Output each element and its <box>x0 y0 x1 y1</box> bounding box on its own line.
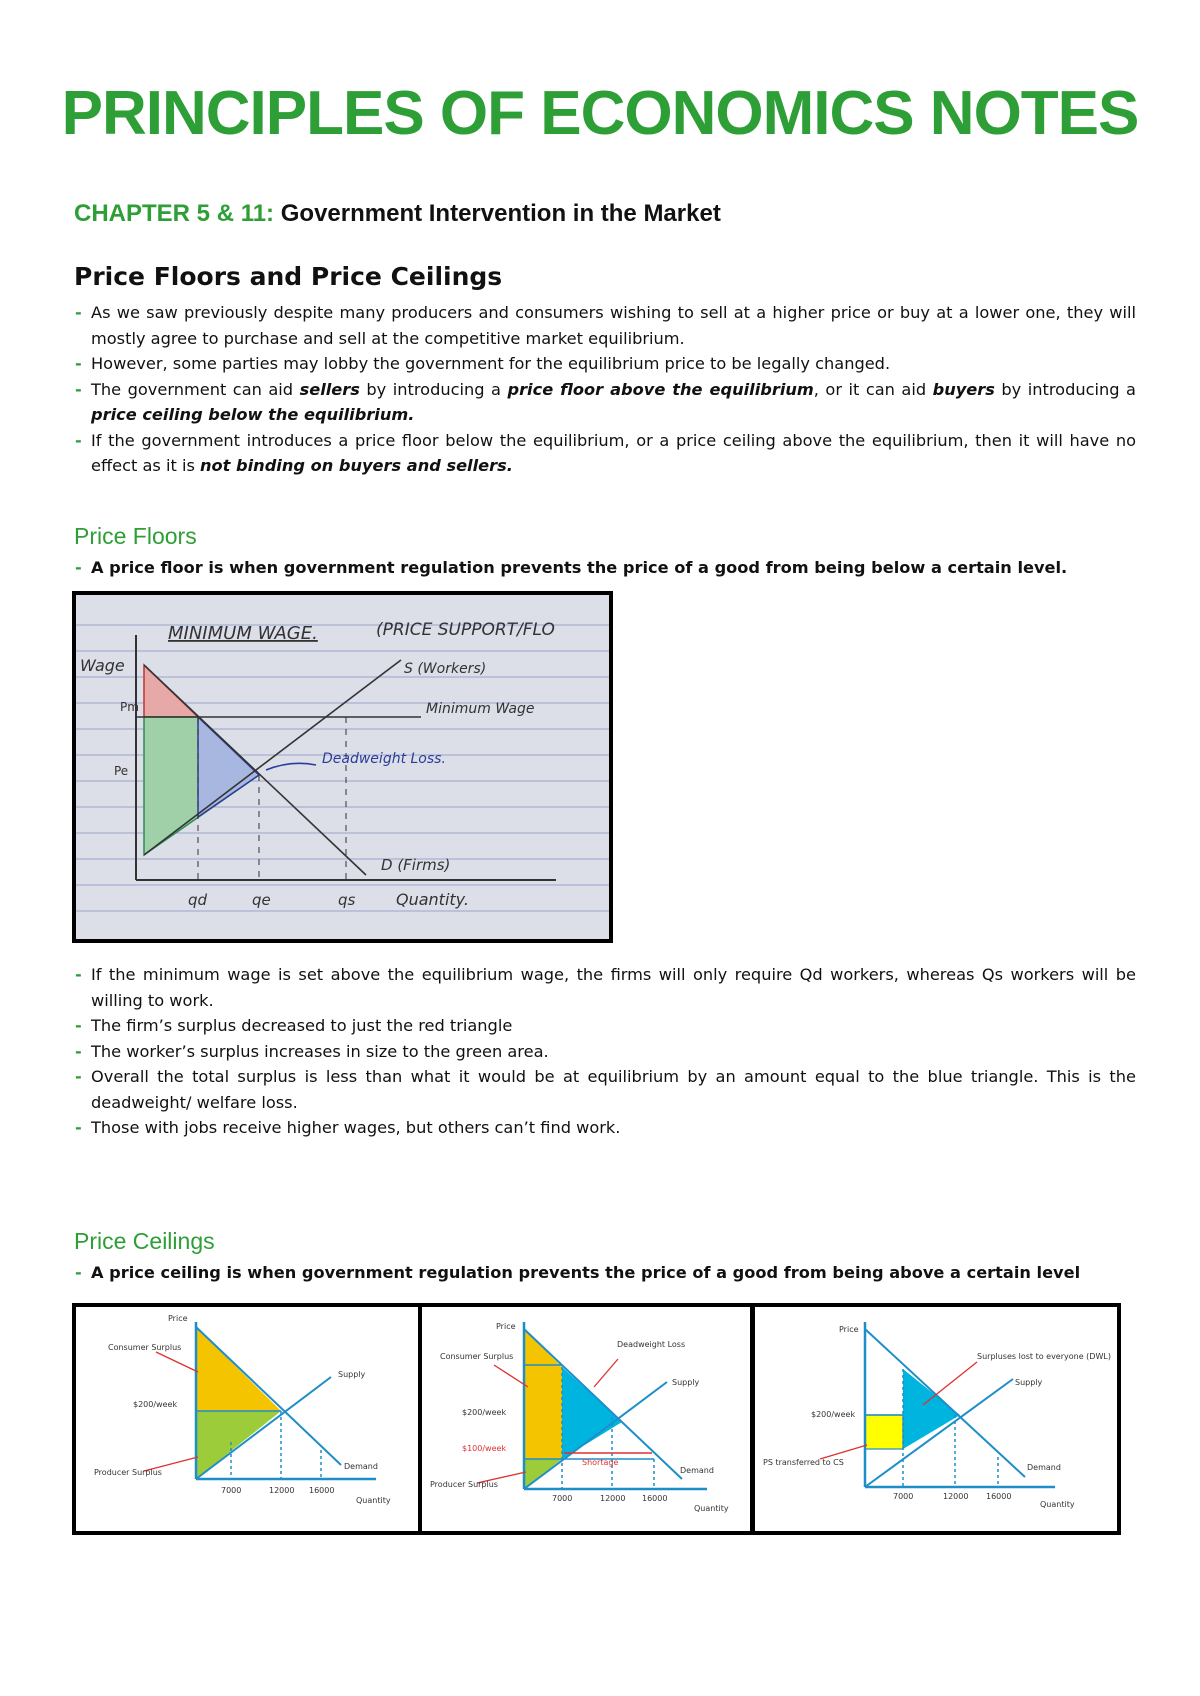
price-level-label: $200/week <box>462 1408 507 1417</box>
pe-label: Pe <box>114 764 129 778</box>
sketch-svg <box>76 595 609 939</box>
supply-label: Supply <box>672 1378 700 1387</box>
sketch-subtitle: (PRICE SUPPORT/FLO <box>376 620 555 640</box>
emphasis-not-binding: not binding on buyers and sellers <box>200 456 507 475</box>
bullet-text: . <box>408 405 415 424</box>
q1-label: 7000 <box>221 1486 242 1495</box>
bullet-text: The government can aid <box>91 379 300 399</box>
transfer-pointer <box>820 1445 867 1459</box>
price-level-label: $200/week <box>133 1400 178 1409</box>
bullet-text: If the minimum wage is set above the equilibrium wage, the firms will only require Qd workers, whereas Qs workers will be willing to work. <box>91 965 1136 1010</box>
emphasis-sellers: sellers <box>299 379 360 399</box>
qe-label: qe <box>252 891 271 909</box>
ceiling-chart-shortage <box>418 1303 754 1535</box>
consumer-surplus-label: Consumer Surplus <box>440 1352 514 1361</box>
sketch-title: MINIMUM WAGE. <box>168 623 318 644</box>
consumer-surplus-label: Consumer Surplus <box>108 1343 182 1352</box>
q3-label: 16000 <box>309 1486 335 1495</box>
q1-label: 7000 <box>893 1492 914 1501</box>
bullet-text: , or it can aid <box>813 379 933 399</box>
list-item <box>74 1013 1136 1039</box>
q2-label: 12000 <box>943 1492 969 1501</box>
q2-label: 12000 <box>269 1486 295 1495</box>
q3-label: 16000 <box>986 1492 1012 1501</box>
list-item <box>74 351 1136 377</box>
cs-pointer <box>156 1352 198 1372</box>
chapter-heading <box>74 200 721 228</box>
chapter-number: CHAPTER 5 & 11: <box>74 200 275 227</box>
emphasis-price-ceiling: price ceiling below the equilibrium <box>91 405 409 424</box>
list-item <box>74 1064 1136 1115</box>
consumer-surplus-area <box>524 1329 562 1459</box>
deadweight-label: Deadweight Loss <box>617 1340 686 1349</box>
chart-svg <box>76 1307 418 1531</box>
page-title: PRINCIPLES OF ECONOMICS NOTES <box>61 79 1139 148</box>
producer-surplus-label: Producer Surplus <box>94 1468 162 1477</box>
producer-surplus-label: Producer Surplus <box>430 1480 498 1489</box>
bullet-text: by introducing a <box>994 379 1136 399</box>
price-level-label: $200/week <box>811 1410 856 1419</box>
pm-label: Pm <box>120 700 139 714</box>
minimum-wage-label: Minimum Wage <box>426 701 535 717</box>
q1-label: 7000 <box>552 1494 573 1503</box>
demand-label: Demand <box>1027 1463 1061 1472</box>
ceiling-price-label: $100/week <box>462 1444 507 1453</box>
list-item <box>74 300 1136 351</box>
wage-label: Wage <box>80 656 125 675</box>
deadweight-loss-label: Deadweight Loss. <box>322 751 446 767</box>
shortage-label: Shortage <box>582 1458 619 1467</box>
dwl-pointer <box>594 1359 618 1387</box>
q2-label: 12000 <box>600 1494 626 1503</box>
transfer-area <box>865 1415 903 1449</box>
bullet-text: . <box>506 456 513 475</box>
bullet-text: As we saw previously despite many producers and consumers wishing to sell at a higher price or buy at a lower one, they will mostly agree to purchase and sell at the competitive market equilibrium. <box>91 303 1136 348</box>
bullet-text: The worker’s surplus increases in size to the green area. <box>91 1041 549 1061</box>
demand-label: Demand <box>680 1466 714 1475</box>
demand-label: D (Firms) <box>381 856 451 874</box>
quantity-label: Quantity <box>1040 1500 1075 1509</box>
intro-bullets <box>74 300 1136 479</box>
list-item <box>74 1260 1136 1286</box>
supply-label: Supply <box>1015 1378 1043 1387</box>
price-ceilings-heading: Price Ceilings <box>74 1228 215 1254</box>
quantity-label: Quantity <box>356 1496 391 1505</box>
price-label: Price <box>839 1325 859 1334</box>
price-label: Price <box>496 1322 516 1331</box>
definition-text: A price floor is when government regulation prevents the price of a good from being below a certain level. <box>91 558 1068 577</box>
chart-svg <box>422 1307 750 1531</box>
list-item <box>74 377 1136 428</box>
deadweight-loss-blue-triangle <box>198 717 259 817</box>
bullet-text: If the government introduces a price floor below the equilibrium, or a price ceiling above the equilibrium, then it will have no effect as it is <box>91 430 1136 475</box>
bullet-text: The firm’s surplus decreased to just the red triangle <box>91 1016 513 1035</box>
emphasis-buyers: buyers <box>932 379 995 399</box>
ceilings-definition <box>74 1260 1136 1286</box>
bullet-text: by introducing a <box>359 379 508 399</box>
minimum-wage-sketch <box>72 591 613 943</box>
demand-label: Demand <box>344 1462 378 1471</box>
quantity-label: Quantity <box>694 1504 729 1513</box>
dwl-pointer <box>923 1362 977 1405</box>
price-label: Price <box>168 1314 188 1323</box>
floors-definition <box>74 555 1136 581</box>
qs-label: qs <box>338 891 356 909</box>
price-floors-heading: Price Floors <box>74 523 197 549</box>
emphasis-price-floor: price floor above the equilibrium <box>507 379 814 399</box>
supply-label: S (Workers) <box>404 661 487 677</box>
supply-label: Supply <box>338 1370 366 1379</box>
section-heading-floors-ceilings: Price Floors and Price Ceilings <box>74 262 503 291</box>
chart-svg <box>755 1307 1117 1531</box>
floors-bullets <box>74 962 1136 1141</box>
list-item <box>74 428 1136 479</box>
bullet-text: Those with jobs receive higher wages, but others can’t find work. <box>91 1118 621 1137</box>
definition-text: A price ceiling is when government regulation prevents the price of a good from being above a certain level <box>91 1263 1081 1282</box>
transfer-label: PS transferred to CS <box>763 1458 844 1467</box>
ceiling-chart-equilibrium <box>72 1303 422 1535</box>
quantity-label: Quantity. <box>396 890 469 909</box>
list-item <box>74 1115 1136 1141</box>
qd-label: qd <box>188 891 208 909</box>
dwl-arrow <box>266 763 316 770</box>
ceiling-chart-dwl <box>751 1303 1121 1535</box>
bullet-text: However, some parties may lobby the government for the equilibrium price to be legally changed. <box>91 354 891 373</box>
q3-label: 16000 <box>642 1494 668 1503</box>
list-item <box>74 962 1136 1013</box>
bullet-text: Overall the total surplus is less than what it would be at equilibrium by an amount equal to the blue triangle. This is the deadweight/ welfare loss. <box>91 1067 1136 1112</box>
list-item <box>74 1039 1136 1065</box>
list-item <box>74 555 1136 581</box>
dwl-label: Surpluses lost to everyone (DWL) <box>977 1352 1111 1361</box>
chapter-name: Government Intervention in the Market <box>280 200 721 227</box>
